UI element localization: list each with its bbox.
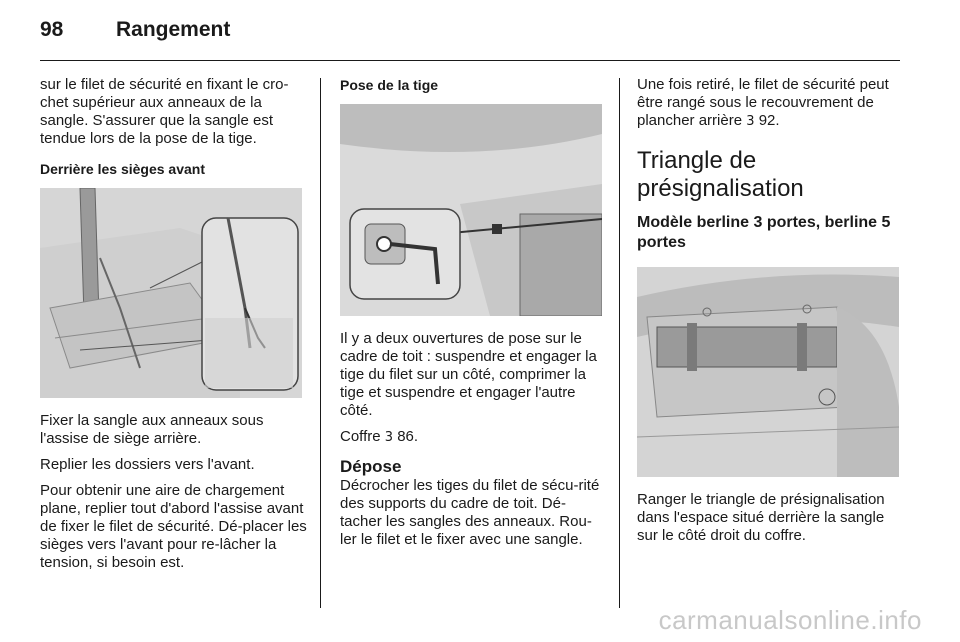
col3-paragraph-2: Ranger le triangle de présignalisation dans l'espace situé derrière la sangle sur le côté droit du coffre. xyxy=(637,491,885,544)
col1-paragraph-2: Fixer la sangle aux anneaux sous l'assise de siège arrière. xyxy=(40,412,264,447)
section-triangle-heading: Triangle de présignalisation xyxy=(637,147,804,202)
column-divider-1 xyxy=(320,78,321,608)
page-header xyxy=(0,0,960,62)
col2-reference-page: 86. xyxy=(397,428,419,445)
col1-paragraph-1: sur le filet de sécurité en fixant le cro-chet supérieur aux anneaux de la sangle. S'assurer que la sangle est tendue lors de la pose de la tige. xyxy=(40,76,289,147)
col2-subhead: Pose de la tige xyxy=(340,77,439,93)
seat-strap-illustration xyxy=(40,188,302,398)
figure-rear-seat-strap xyxy=(40,188,302,398)
col3-paragraph-1-text: Une fois retiré, le filet de sécurité peut être rangé sous le recouvrement de plancher arrière xyxy=(637,76,889,129)
page-title: Rangement xyxy=(116,18,231,41)
reference-arrow-icon: 3 xyxy=(746,114,755,129)
subsection-model-heading: Modèle berline 3 portes, berline 5 portes xyxy=(637,214,891,251)
column-1 xyxy=(40,76,308,580)
rod-illustration xyxy=(340,104,602,316)
col2-paragraph-2: Décrocher les tiges du filet de sécu-rité des supports du cadre de toit. Dé-tacher les sangles des anneaux. Rou-ler le filet et le fixer avec une sangle. xyxy=(340,477,600,548)
figure-warning-triangle-storage xyxy=(637,267,899,477)
col3-paragraph-1 xyxy=(637,76,903,131)
col3-paragraph-1-page: 92. xyxy=(758,112,780,129)
column-2 xyxy=(340,76,606,557)
col1-paragraph-3: Replier les dossiers vers l'avant. xyxy=(40,456,255,473)
reference-arrow-icon: 3 xyxy=(384,430,394,445)
watermark: carmanualsonline.info xyxy=(658,605,922,635)
header-rule xyxy=(40,60,900,61)
figure-rod-installation xyxy=(340,104,602,316)
col1-paragraph-4: Pour obtenir une aire de chargement plane, replier tout d'abord l'assise avant de fixer le filet de sécurité. Dé-placer les sièges vers l'avant pour re-lâcher la tension, si besoin est. xyxy=(40,482,307,571)
column-divider-2 xyxy=(619,78,620,608)
col1-subhead: Derrière les sièges avant xyxy=(40,161,205,177)
trunk-illustration xyxy=(637,267,899,477)
page-number: 98 xyxy=(40,18,64,41)
column-3 xyxy=(637,76,903,553)
col2-reference xyxy=(340,428,606,447)
col2-reference-prefix: Coffre xyxy=(340,428,381,445)
col2-paragraph-1: Il y a deux ouvertures de pose sur le cadre de toit : suspendre et engager la tige du filet sur un côté, comprimer la tige et suspendre et engager l'autre côté. xyxy=(340,330,597,419)
section-depose-heading: Dépose xyxy=(340,457,402,476)
